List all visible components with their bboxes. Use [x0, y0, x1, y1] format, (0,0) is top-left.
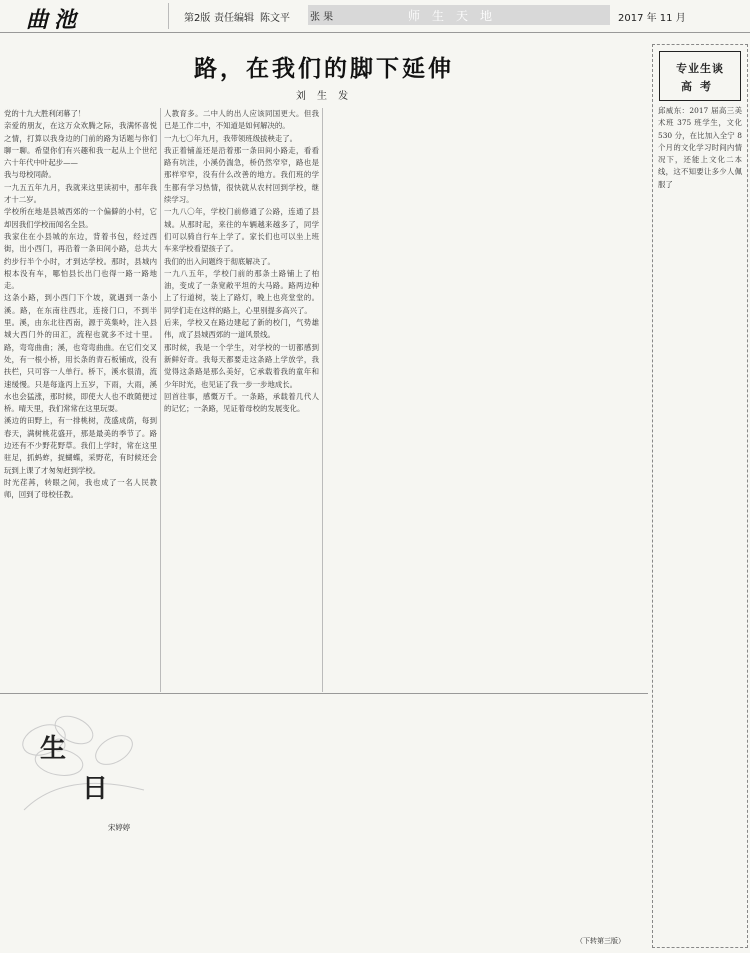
- editor-name: 陈文平: [260, 13, 290, 24]
- article-title: 路，在我们的脚下延伸: [194, 56, 454, 82]
- logo-text: 曲池: [26, 7, 83, 33]
- side-column-title: 专业生谈: [676, 62, 724, 75]
- article-column-1: 党的十九大胜利闭幕了！ 亲爱的朋友，在这万众欢腾之际，我满怀喜悦之情，打算以我身边的门前的路为话题与你们聊一聊。希望你们有兴趣和我一起从上个世纪六十年代中叶起步—— 我与母校同龄。 一九五五年九月，我就来这里读初中，那年我才十二岁。 学校所在地是县城西郊的一个偏僻的小村，它却因我们学校而闻名全县。 我家住在小县城的东边，背着书包，经过西街，出小西门，再沿着一条田间小路，总共大约步行半个小时，才到达学校。那时，县城内根本没有车，哪怕县长出门也得一路一路地走。 这条小路，到小西门下个坡，就遇到一条小溪。路，在东南往西北，连接门口，不到半里。溪，由东北往西南，源于英集岭，注入县城大西门外的田汇，流程也就多不过十里。路，弯弯曲曲；溪，也弯弯曲曲。在它们交叉处，有一根小桥，用长条的青石板铺成，没有扶栏，只可容一人单行。桥下，溪水很清，流速缓慢。只是每逢丙上五岁，下雨，大雨，溪水也会猛涨，那时候，即使大人也不敢随便过桥。晴天里，我们常常在这里玩耍。 溪边的田野上，有一排桃树，茂盛成荫，每到春天，满树桃花盛开，那是最美的季节了。路边还有不少野花野草。我们上学时，常在这里驻足，抓蚂蚱，捉蝴蝶，采野花，有时候还会玩到上课了才匆匆赶到学校。 时光荏苒，转眼之间，我也成了一名人民教师，回到了母校任教。: [4, 109, 157, 500]
- section-band: [308, 5, 610, 25]
- column-divider: [160, 108, 161, 692]
- side-column-text: 邱威东：2017 届高三美术班 375 班学生，文化 530 分，在比加入全宁 8 个月的文化学习时间内情况下，还能上文化二本线，这不知要让多少人佩服了: [658, 106, 745, 189]
- poem-section: [4, 700, 184, 948]
- logo: [8, 3, 169, 33]
- side-column-box: [652, 44, 748, 948]
- article-column-2: 人教育多。二中人的出人应该同国更大。但我已是工作二中，不知道是如何解决的。 一九七〇年九月，我带领班级拔秧走了。 我正着铺盖还是沿着那一条田间小路走，看看路有坑洼，小溪仍湍急，桥仍然窄窄，路也是那样窄窄，没有什么改善的地方。我们班的学生都有学习热情，很快就从农村回到学校，继续学习。 一九八〇年，学校门前修通了公路，连通了县城。从那时起，来往的车辆越来越多了，同学们可以骑自行车上学了。家长们也可以坐上班车来学校看望孩子了。 我们的出入问题终于彻底解决了。 一九八五年，学校门前的那条土路铺上了柏油，变成了一条宽敞平坦的大马路。路两边种上了行道树，装上了路灯，晚上也亮堂堂的。同学们走在这样的路上，心里别提多高兴了。 后来，学校又在路边建起了新的校门，气势雄伟，成了县城西郊的一道风景线。 那时候，我是一个学生，对学校的一切都感到新鲜好奇。我每天都要走这条路上学放学，我觉得这条路是那么美好，它承载着我的童年和少年时光，也见证了我一步一步地成长。 回首往事，感慨万千。一条路，承载着几代人的记忆；一条路，见证着母校的发展变化。: [164, 109, 319, 414]
- column-divider: [322, 108, 323, 692]
- side-column-title-box: [659, 51, 741, 101]
- issue-date: 2017 年 11 月: [618, 13, 686, 24]
- continue-note: （下转第三版）: [576, 937, 625, 945]
- poem-author: 宋婷婷: [108, 823, 131, 832]
- editor-name-2: 张 果: [310, 12, 334, 23]
- poem-title-char-2: 日: [82, 774, 109, 804]
- section-name: 师生天地: [408, 9, 505, 23]
- article-author: 刘 生 发: [295, 91, 353, 102]
- page-number: 第2版: [184, 13, 211, 24]
- masthead: [0, 0, 750, 33]
- editor-label: 责任编辑: [214, 13, 254, 24]
- side-column-subtitle: 高考: [681, 80, 719, 93]
- poem-title-char-1: 生: [40, 734, 67, 764]
- section-rule: [0, 693, 648, 694]
